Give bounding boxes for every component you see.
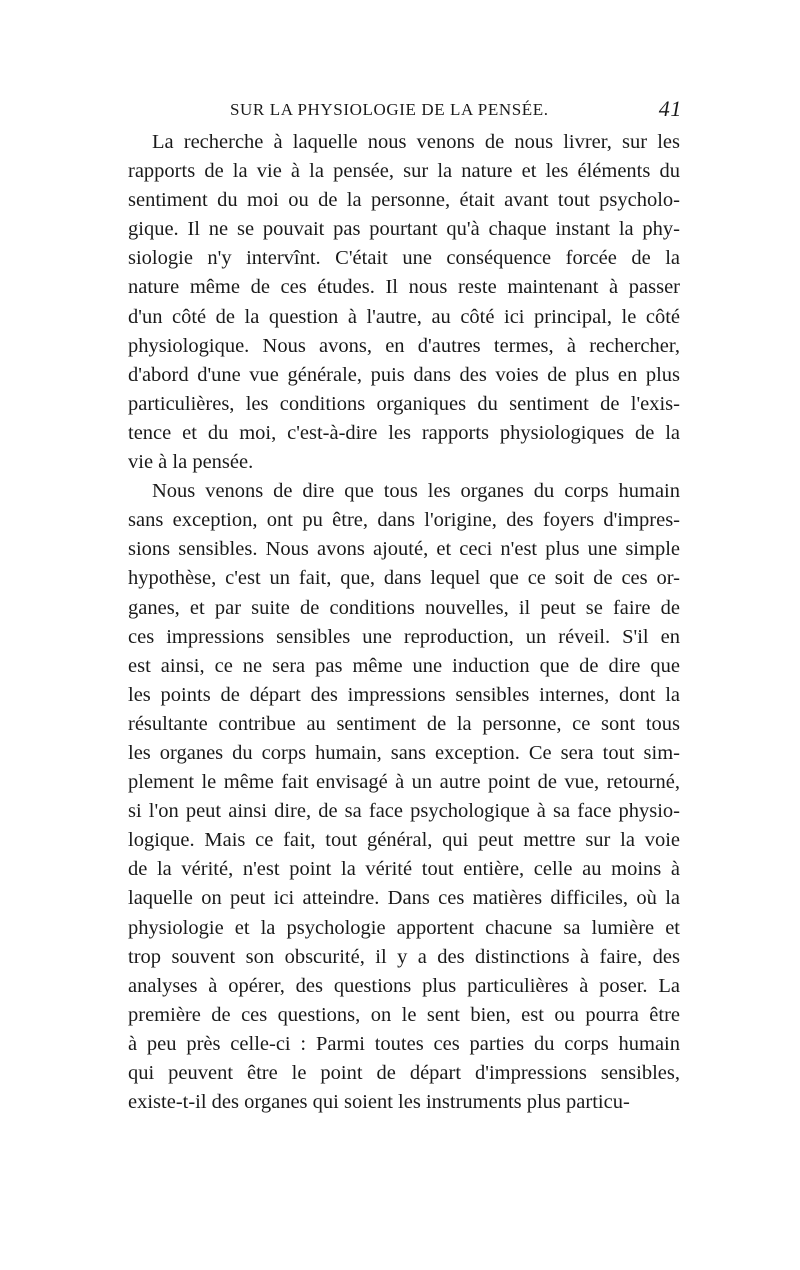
text-line: logique. Mais ce fait, tout général, qui peut mettre sur la voie (128, 829, 680, 852)
text-line: les points de départ des impressions sensibles internes, dont la (128, 683, 680, 706)
page-number: 41 (658, 96, 682, 121)
text-line: plement le même fait envisagé à un autre point de vue, retourné, (128, 771, 680, 794)
text-line: siologie n'y intervînt. C'était une conséquence forcée de la (128, 247, 680, 270)
text-line: particulières, les conditions organiques du sentiment de l'exis- (128, 392, 680, 415)
text-line: d'un côté de la question à l'autre, au côté ici principal, le côté (128, 305, 680, 328)
running-head (230, 96, 682, 128)
body-text (128, 128, 680, 1117)
text-line: rapports de la vie à la pensée, sur la nature et les éléments du (128, 160, 680, 183)
paragraph (128, 477, 680, 1117)
text-line: La recherche à laquelle nous venons de nous livrer, sur les (152, 131, 680, 153)
text-line: première de ces questions, on le sent bien, est ou pourra être (128, 1003, 680, 1026)
text-line: trop souvent son obscurité, il y a des distinctions à faire, des (128, 945, 680, 968)
text-line: ganes, et par suite de conditions nouvelles, il peut se faire de (128, 596, 680, 619)
text-line: si l'on peut ainsi dire, de sa face psychologique à sa face physio- (128, 800, 680, 823)
text-line: laquelle on peut ici atteindre. Dans ces matières difficiles, où la (128, 887, 680, 910)
text-line: qui peuvent être le point de départ d'impressions sensibles, (128, 1062, 680, 1084)
text-line: physiologique. Nous avons, en d'autres termes, à rechercher, (128, 334, 680, 357)
running-head-title: SUR LA PHYSIOLOGIE DE LA PENSÉE. (230, 100, 549, 119)
text-line: sans exception, ont pu être, dans l'origine, des foyers d'impres- (128, 509, 680, 532)
text-line: physiologie et la psychologie apportent chacune sa lumière et (128, 916, 680, 939)
text-line: existe-t-il des organes qui soient les instruments plus particu- (128, 1091, 630, 1114)
text-line: Nous venons de dire que tous les organes du corps humain (152, 480, 680, 503)
text-line: ces impressions sensibles une reproduction, un réveil. S'il en (128, 625, 680, 648)
text-line: analyses à opérer, des questions plus particulières à poser. La (128, 974, 680, 997)
text-line: de la vérité, n'est point la vérité tout entière, celle au moins à (128, 858, 680, 881)
text-line: sentiment du moi ou de la personne, était avant tout psycholo- (128, 189, 680, 212)
text-line: résultante contribue au sentiment de la personne, ce sont tous (128, 712, 680, 735)
text-line: à peu près celle-ci : Parmi toutes ces parties du corps humain (128, 1032, 680, 1055)
text-line: est ainsi, ce ne sera pas même une induction que de dire que (128, 654, 680, 677)
paragraph (128, 128, 680, 477)
text-line: sions sensibles. Nous avons ajouté, et ceci n'est plus une simple (128, 538, 680, 561)
text-line: tence et du moi, c'est-à-dire les rapports physiologiques de la (128, 421, 680, 444)
text-line: gique. Il ne se pouvait pas pourtant qu'à chaque instant la phy- (128, 218, 680, 241)
text-line: d'abord d'une vue générale, puis dans des voies de plus en plus (128, 363, 680, 386)
text-line: nature même de ces études. Il nous reste maintenant à passer (128, 276, 680, 299)
text-line: les organes du corps humain, sans exception. Ce sera tout sim- (128, 741, 680, 764)
text-line: hypothèse, c'est un fait, que, dans lequel que ce soit de ces or- (128, 567, 680, 590)
text-line: vie à la pensée. (128, 451, 254, 474)
